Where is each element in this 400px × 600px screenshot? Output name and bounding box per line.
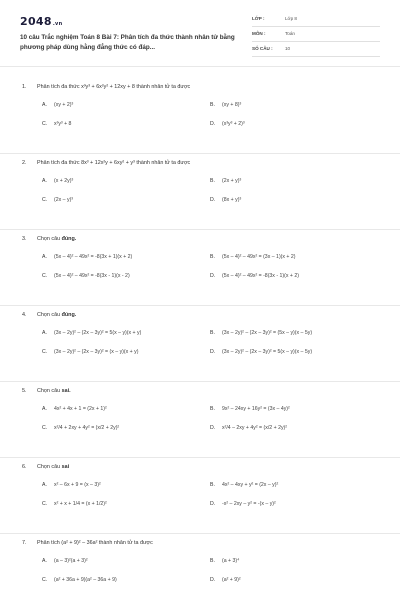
question-stem <box>22 230 400 248</box>
question-5 <box>0 382 400 458</box>
document-title: 10 câu Trắc nghiệm Toán 8 Bài 7: Phân tích đa thức thành nhân tử bằng phương pháp dùng hằng đẳng thức có đáp... <box>20 34 235 51</box>
option-a[interactable]: A. (a – 3)²(a + 3)² <box>42 558 88 564</box>
option-row <box>22 495 400 514</box>
question-text: Chọn câu đúng. <box>37 236 77 242</box>
options <box>22 248 400 286</box>
meta-value: Lớp 8 <box>285 16 297 21</box>
option-row <box>22 96 400 115</box>
question-text: Chọn câu sai <box>37 464 70 470</box>
option-a[interactable]: A. (x + 2y)³ <box>42 178 74 184</box>
options <box>22 172 400 210</box>
question-number: 6. <box>22 464 27 470</box>
option-row <box>22 248 400 267</box>
option-row <box>22 552 400 571</box>
option-c[interactable]: C. (a² + 36a + 9)(a² – 36a + 9) <box>42 577 117 583</box>
option-d[interactable]: D. (5x – 4)² – 49x² = -8(3x - 1)(x + 2) <box>210 273 299 279</box>
option-row <box>22 267 400 286</box>
question-list <box>0 78 400 600</box>
option-d[interactable]: D. (3x – 2y)² – (2x – 3y)² = 5(x – y)(x – 5y) <box>210 349 313 355</box>
option-d[interactable]: D. x²/4 – 2xy + 4y² = (x/2 + 2y)² <box>210 425 288 431</box>
option-c[interactable]: C. (5x – 4)² – 49x² = -8(3x - 1)(x - 2) <box>42 273 130 279</box>
options <box>22 476 400 514</box>
question-3 <box>0 230 400 306</box>
option-d[interactable]: D. (x³y³ + 2)³ <box>210 121 245 127</box>
header-divider <box>0 66 400 67</box>
question-1 <box>0 78 400 154</box>
options <box>22 324 400 362</box>
question-4 <box>0 306 400 382</box>
site-logo[interactable]: 2048.vn <box>20 15 63 28</box>
meta-row-count <box>252 42 380 57</box>
option-c[interactable]: C. x² + x + 1/4 = (x + 1/2)² <box>42 501 107 507</box>
option-row <box>22 172 400 191</box>
option-b[interactable]: B. (3x – 2y)² – (2x – 3y)² = (5x – y)(x – 5y) <box>210 330 313 336</box>
question-2 <box>0 154 400 230</box>
option-row <box>22 419 400 438</box>
question-7 <box>0 534 400 600</box>
option-row <box>22 571 400 590</box>
question-text: Phân tích (a² + 9)² – 36a² thành nhân tử ta được <box>37 540 153 546</box>
question-number: 5. <box>22 388 27 394</box>
document-header <box>0 0 400 66</box>
option-d[interactable]: D. (a² + 9)² <box>210 577 241 583</box>
question-number: 2. <box>22 160 27 166</box>
question-number: 4. <box>22 312 27 318</box>
option-c[interactable]: C. (3x – 2y)² – (2x – 3y)² = (x – y)(x + y) <box>42 349 139 355</box>
meta-value: Toán <box>285 31 295 36</box>
option-b[interactable]: B. (a + 3)⁴ <box>210 558 240 564</box>
option-b[interactable]: B. (xy + 8)³ <box>210 102 242 108</box>
meta-label: LỚP : <box>252 16 265 21</box>
options <box>22 400 400 438</box>
option-row <box>22 476 400 495</box>
meta-label: MÔN : <box>252 31 266 36</box>
option-b[interactable]: B. (5x – 4)² – 49x² = (3x – 1)(x + 2) <box>210 254 296 260</box>
option-b[interactable]: B. 9x² – 24xy + 16y² = (3x – 4y)² <box>210 406 290 412</box>
option-c[interactable]: C. (2x – y)³ <box>42 197 74 203</box>
meta-value: 10 <box>285 46 291 51</box>
question-stem <box>22 534 400 552</box>
option-a[interactable]: A. (xy + 2)³ <box>42 102 74 108</box>
option-a[interactable]: A. (3x – 2y)² – (2x – 3y)² = 5(x – y)(x + y) <box>42 330 142 336</box>
question-stem <box>22 154 400 172</box>
option-b[interactable]: B. (2x + y)³ <box>210 178 242 184</box>
option-b[interactable]: B. 4x² – 4xy + y² = (2x – y)² <box>210 482 279 488</box>
option-row <box>22 324 400 343</box>
meta-label: SỐ CÂU : <box>252 46 273 51</box>
option-a[interactable]: A. 4x² + 4x + 1 = (2x + 1)² <box>42 406 107 412</box>
option-row <box>22 400 400 419</box>
question-stem <box>22 382 400 400</box>
question-6 <box>0 458 400 534</box>
option-a[interactable]: A. x² – 6x + 9 = (x – 3)² <box>42 482 101 488</box>
meta-row-grade <box>252 12 380 27</box>
option-c[interactable]: C. x²/4 + 2xy + 4y² = (x/2 + 2y)² <box>42 425 120 431</box>
option-row <box>22 115 400 134</box>
meta-table <box>252 12 380 57</box>
option-row <box>22 343 400 362</box>
question-text: Chọn câu đúng. <box>37 312 77 318</box>
question-number: 1. <box>22 84 27 90</box>
question-number: 3. <box>22 236 27 242</box>
question-stem <box>22 78 400 96</box>
option-row <box>22 191 400 210</box>
meta-row-subject <box>252 27 380 42</box>
question-text: Chọn câu sai. <box>37 388 71 394</box>
option-a[interactable]: A. (5x – 4)² – 49x² = -8(3x + 1)(x + 2) <box>42 254 133 260</box>
options <box>22 552 400 590</box>
question-text: Phân tích đa thức x³y³ + 6x²y² + 12xy + 8 thành nhân tử ta được <box>37 84 191 90</box>
options <box>22 96 400 134</box>
question-number: 7. <box>22 540 27 546</box>
question-stem <box>22 306 400 324</box>
option-d[interactable]: D. -x² – 2xy – y² = -(x – y)² <box>210 501 276 507</box>
question-stem <box>22 458 400 476</box>
option-c[interactable]: C. x³y³ + 8 <box>42 121 72 127</box>
question-text: Phân tích đa thức 8x³ + 12x²y + 6xy² + y³ thành nhân tử ta được <box>37 160 191 166</box>
option-d[interactable]: D. (8x + y)³ <box>210 197 242 203</box>
